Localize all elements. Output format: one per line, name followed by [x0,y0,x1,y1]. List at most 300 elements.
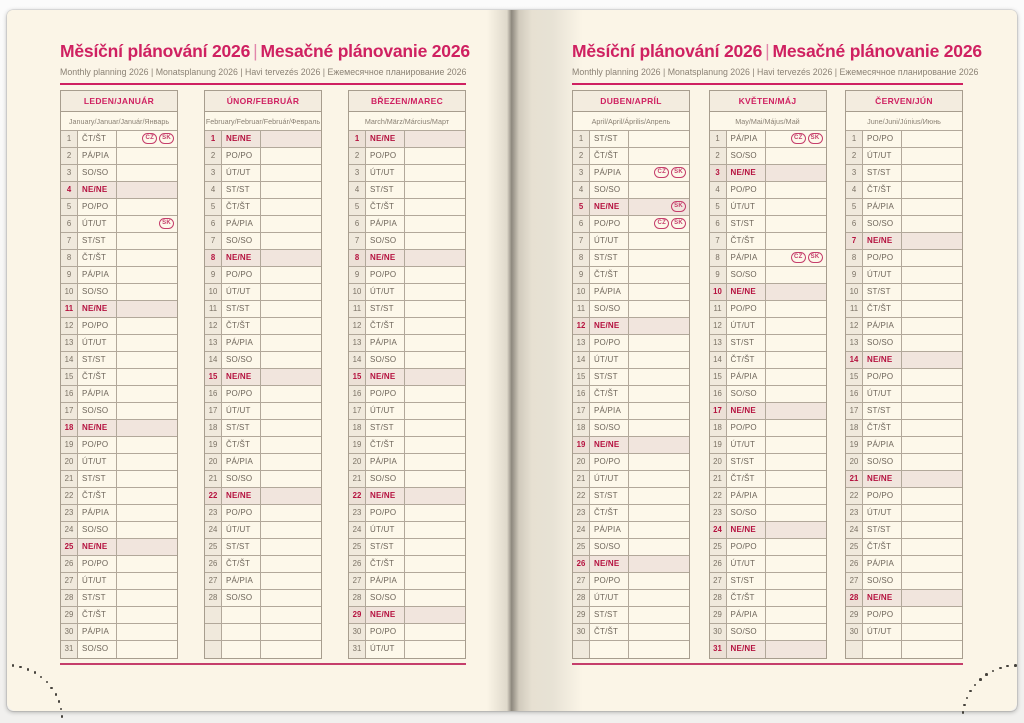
day-number: 24 [349,522,366,538]
notes-cell [117,182,177,198]
calendar-day-row [61,590,177,607]
day-number: 25 [846,539,863,555]
footer-divider-line [60,663,466,665]
weekday-label: SO/SO [222,590,261,606]
calendar-day-row [205,505,321,522]
weekday-label: PO/PO [863,488,902,504]
month-subtitle: January/Januar/Január/Январь [61,112,177,131]
calendar-day-row [61,505,177,522]
calendar-day-row [710,233,826,250]
weekday-label: ČT/ŠT [78,369,117,385]
notes-cell [117,250,177,266]
weekday-label: ÚT/UT [366,522,405,538]
day-number: 23 [846,505,863,521]
notes-cell [405,284,465,300]
notes-cell [405,267,465,283]
calendar-day-row [846,556,962,573]
notes-cell [261,539,321,555]
day-number: 5 [846,199,863,215]
weekday-label: NE/NE [727,165,766,181]
notes-cell [629,250,689,266]
calendar-day-row [573,539,689,556]
weekday-label: ST/ST [366,539,405,555]
weekday-label: SO/SO [727,267,766,283]
weekday-label: ÚT/UT [863,267,902,283]
day-number: 27 [205,573,222,589]
weekday-label: PO/PO [863,131,902,147]
calendar-day-row [710,165,826,182]
calendar-day-row [61,522,177,539]
day-number: 20 [573,454,590,470]
calendar-day-row [573,284,689,301]
weekday-label: ÚT/UT [590,590,629,606]
day-number: 3 [349,165,366,181]
weekday-label: PO/PO [366,505,405,521]
empty-cell [261,624,321,640]
calendar-day-row [61,556,177,573]
day-number: 8 [349,250,366,266]
day-number: 27 [349,573,366,589]
day-number: 17 [205,403,222,419]
calendar-day-row [349,522,465,539]
calendar-day-row [846,318,962,335]
day-number: 17 [573,403,590,419]
day-number: 7 [573,233,590,249]
month-days [205,131,321,658]
calendar-day-row [573,573,689,590]
notes-cell [902,420,962,436]
title-separator: | [765,41,770,61]
notes-cell [261,216,321,232]
empty-row [205,607,321,624]
notes-cell [629,199,689,215]
day-number: 27 [61,573,78,589]
day-number: 12 [846,318,863,334]
weekday-label: PO/PO [590,573,629,589]
calendar-day-row [205,131,321,148]
notes-cell [261,301,321,317]
day-number: 14 [61,352,78,368]
weekday-label: ÚT/UT [727,556,766,572]
weekday-label: NE/NE [590,318,629,334]
weekday-label: ST/ST [590,607,629,623]
day-number: 20 [205,454,222,470]
weekday-label: ČT/ŠT [366,318,405,334]
weekday-label: ST/ST [366,301,405,317]
notes-cell [629,505,689,521]
empty-row [205,624,321,641]
notes-cell [902,250,962,266]
notes-cell [117,267,177,283]
weekday-label: ÚT/UT [727,437,766,453]
weekday-label: SO/SO [727,624,766,640]
notes-cell [902,335,962,351]
notes-cell [766,233,826,249]
day-number: 25 [349,539,366,555]
weekday-label: PÁ/PIA [727,607,766,623]
day-number: 9 [61,267,78,283]
weekday-label: ÚT/UT [590,471,629,487]
notes-cell [117,471,177,487]
weekday-label: SO/SO [863,454,902,470]
weekday-label: ÚT/UT [863,148,902,164]
empty-cell [261,607,321,623]
notes-cell [629,352,689,368]
calendar-day-row [61,267,177,284]
weekday-label: PÁ/PIA [222,573,261,589]
day-number: 30 [349,624,366,640]
notes-cell [766,556,826,572]
weekday-label: ČT/ŠT [727,233,766,249]
title-slovak: Mesačné plánovanie 2026 [772,41,982,61]
weekday-label: NE/NE [78,539,117,555]
weekday-label: NE/NE [78,420,117,436]
day-number: 23 [61,505,78,521]
day-number: 10 [710,284,727,300]
calendar-day-row [205,539,321,556]
weekday-label: NE/NE [590,199,629,215]
day-number: 2 [573,148,590,164]
day-number: 7 [710,233,727,249]
notes-cell [766,539,826,555]
weekday-label: ČT/ŠT [590,624,629,640]
calendar-day-row [710,420,826,437]
notes-cell [766,250,826,266]
weekday-label: PO/PO [366,624,405,640]
month-header: LEDEN/JANUÁR [61,91,177,112]
weekday-label: ČT/ŠT [863,301,902,317]
calendar-day-row [205,182,321,199]
notes-cell [117,522,177,538]
weekday-label: ČT/ŠT [78,488,117,504]
day-number: 19 [710,437,727,453]
day-number: 26 [573,556,590,572]
day-number: 1 [61,131,78,147]
calendar-day-row [846,250,962,267]
notes-cell [629,182,689,198]
day-number: 13 [61,335,78,351]
day-number: 22 [61,488,78,504]
weekday-label: ČT/ŠT [590,267,629,283]
title-separator: | [253,41,258,61]
notes-cell [902,573,962,589]
day-number: 12 [349,318,366,334]
calendar-day-row [573,590,689,607]
month-table-april [572,90,690,659]
notes-cell [629,624,689,640]
notes-cell [629,267,689,283]
notes-cell [629,454,689,470]
calendar-day-row [846,233,962,250]
weekday-label: ST/ST [863,165,902,181]
calendar-day-row [846,454,962,471]
notes-cell [261,590,321,606]
notes-cell [405,199,465,215]
calendar-day-row [205,165,321,182]
weekday-label: SO/SO [78,165,117,181]
weekday-label: ÚT/UT [863,505,902,521]
notes-cell [629,165,689,181]
calendar-day-row [710,335,826,352]
perforation-dot [34,671,37,674]
notes-cell [629,148,689,164]
day-number: 13 [205,335,222,351]
calendar-day-row [349,301,465,318]
calendar-day-row [61,369,177,386]
calendar-day-row [61,471,177,488]
notes-cell [261,318,321,334]
day-number: 2 [710,148,727,164]
weekday-label: ÚT/UT [78,573,117,589]
calendar-day-row [573,369,689,386]
notes-cell [117,335,177,351]
notes-cell [261,420,321,436]
day-number: 4 [710,182,727,198]
calendar-day-row [846,522,962,539]
day-number: 26 [205,556,222,572]
day-number: 11 [846,301,863,317]
day-number: 1 [349,131,366,147]
holiday-badge-cz: CZ [791,252,806,263]
calendar-day-row [61,573,177,590]
month-days [846,131,962,658]
notes-cell [261,403,321,419]
day-number: 29 [710,607,727,623]
calendar-day-row [846,199,962,216]
calendar-day-row [349,233,465,250]
notes-cell [261,522,321,538]
weekday-label: PÁ/PIA [366,573,405,589]
calendar-day-row [846,369,962,386]
empty-cell [863,641,902,658]
day-number: 24 [573,522,590,538]
weekday-label: PÁ/PIA [590,284,629,300]
empty-cell [205,641,222,658]
day-number: 28 [710,590,727,606]
day-number: 19 [61,437,78,453]
calendar-day-row [846,148,962,165]
weekday-label: SO/SO [222,233,261,249]
calendar-day-row [205,318,321,335]
notes-cell [405,403,465,419]
calendar-day-row [846,488,962,505]
weekday-label: ST/ST [78,352,117,368]
weekday-label: PO/PO [590,216,629,232]
notes-cell [902,369,962,385]
weekday-label: PÁ/PIA [366,335,405,351]
weekday-label: ST/ST [727,573,766,589]
notes-cell [405,471,465,487]
weekday-label: PÁ/PIA [727,250,766,266]
perforation-dot [985,673,988,676]
day-number: 13 [710,335,727,351]
day-number: 16 [61,386,78,402]
weekday-label: ST/ST [727,335,766,351]
holiday-badge-sk: SK [671,167,686,178]
day-number: 31 [710,641,727,658]
calendar-day-row [710,267,826,284]
day-number: 25 [573,539,590,555]
day-number: 11 [205,301,222,317]
notes-cell [766,573,826,589]
title-slovak: Mesačné plánovanie 2026 [260,41,470,61]
day-number: 22 [710,488,727,504]
notes-cell [902,624,962,640]
day-number: 20 [710,454,727,470]
weekday-label: ÚT/UT [366,641,405,658]
calendar-day-row [349,624,465,641]
notes-cell [117,607,177,623]
empty-cell [222,607,261,623]
day-number: 17 [710,403,727,419]
day-number: 22 [349,488,366,504]
notes-cell [766,131,826,147]
calendar-day-row [349,488,465,505]
weekday-label: ČT/ŠT [863,182,902,198]
notes-cell [261,233,321,249]
calendar-day-row [573,522,689,539]
weekday-label: ÚT/UT [727,318,766,334]
day-number: 13 [349,335,366,351]
calendar-day-row [349,318,465,335]
perforation-dot [55,693,58,696]
day-number: 14 [573,352,590,368]
weekday-label: ST/ST [727,454,766,470]
notes-cell [117,318,177,334]
calendar-day-row [573,131,689,148]
weekday-label: NE/NE [78,301,117,317]
notes-cell [766,437,826,453]
day-number: 26 [710,556,727,572]
notes-cell [405,182,465,198]
day-number: 13 [573,335,590,351]
weekday-label: ÚT/UT [78,216,117,232]
calendar-day-row [710,539,826,556]
weekday-label: ČT/ŠT [78,131,117,147]
calendar-day-row [710,199,826,216]
empty-cell [629,641,689,658]
notes-cell [902,590,962,606]
day-number: 31 [61,641,78,658]
calendar-day-row [205,148,321,165]
weekday-label: SO/SO [366,352,405,368]
weekday-label: NE/NE [727,403,766,419]
day-number: 18 [205,420,222,436]
weekday-label: PO/PO [222,505,261,521]
weekday-label: ČT/ŠT [222,556,261,572]
calendar-day-row [61,216,177,233]
empty-row [846,641,962,658]
weekday-label: ST/ST [78,590,117,606]
notes-cell [117,420,177,436]
notes-cell [117,352,177,368]
notes-cell [261,505,321,521]
weekday-label: ÚT/UT [366,284,405,300]
notes-cell [902,607,962,623]
notes-cell [629,369,689,385]
day-number: 3 [846,165,863,181]
calendar-day-row [349,369,465,386]
calendar-day-row [710,148,826,165]
day-number: 16 [349,386,366,402]
holiday-badge-sk: SK [671,201,686,212]
weekday-label: PO/PO [78,437,117,453]
weekday-label: NE/NE [366,607,405,623]
perforation-dot [999,667,1002,670]
weekday-label: SO/SO [863,216,902,232]
day-number: 15 [710,369,727,385]
month-table-may [709,90,827,659]
notes-cell [261,369,321,385]
day-number: 20 [846,454,863,470]
weekday-label: ST/ST [366,420,405,436]
weekday-label: PO/PO [222,267,261,283]
calendar-day-row [349,607,465,624]
calendar-day-row [710,522,826,539]
notes-cell [766,165,826,181]
weekday-label: ÚT/UT [590,352,629,368]
holiday-badge-cz: CZ [654,167,669,178]
calendar-day-row [61,386,177,403]
calendar-day-row [710,590,826,607]
notes-cell [629,437,689,453]
notes-cell [405,420,465,436]
calendar-day-row [205,250,321,267]
notes-cell [629,386,689,402]
weekday-label: SO/SO [222,352,261,368]
calendar-day-row [846,505,962,522]
day-number: 14 [710,352,727,368]
notes-cell [766,454,826,470]
weekday-label: PO/PO [78,199,117,215]
calendar-day-row [205,590,321,607]
day-number: 11 [710,301,727,317]
weekday-label: SO/SO [590,539,629,555]
day-number: 30 [710,624,727,640]
notes-cell [261,335,321,351]
page-subtitle: Monthly planning 2026 | Monatsplanung 2026 | Havi tervezés 2026 | Ежемесячное планирование 2026 [60,67,467,77]
day-number: 21 [846,471,863,487]
calendar-day-row [205,403,321,420]
notes-cell [405,318,465,334]
day-number: 16 [846,386,863,402]
calendar-day-row [710,454,826,471]
weekday-label: SO/SO [366,590,405,606]
calendar-day-row [573,301,689,318]
day-number: 27 [846,573,863,589]
calendar-day-row [710,624,826,641]
month-subtitle: March/März/Március/Март [349,112,465,131]
day-number: 19 [205,437,222,453]
weekday-label: NE/NE [863,590,902,606]
calendar-day-row [61,420,177,437]
calendar-day-row [573,488,689,505]
notes-cell [117,369,177,385]
notes-cell [629,471,689,487]
notes-cell [766,301,826,317]
calendar-day-row [846,386,962,403]
calendar-day-row [710,488,826,505]
calendar-day-row [205,301,321,318]
calendar-day-row [349,420,465,437]
notes-cell [902,233,962,249]
calendar-day-row [61,301,177,318]
notes-cell [629,233,689,249]
notes-cell [766,386,826,402]
weekday-label: PO/PO [727,182,766,198]
day-number: 15 [573,369,590,385]
day-number: 4 [205,182,222,198]
